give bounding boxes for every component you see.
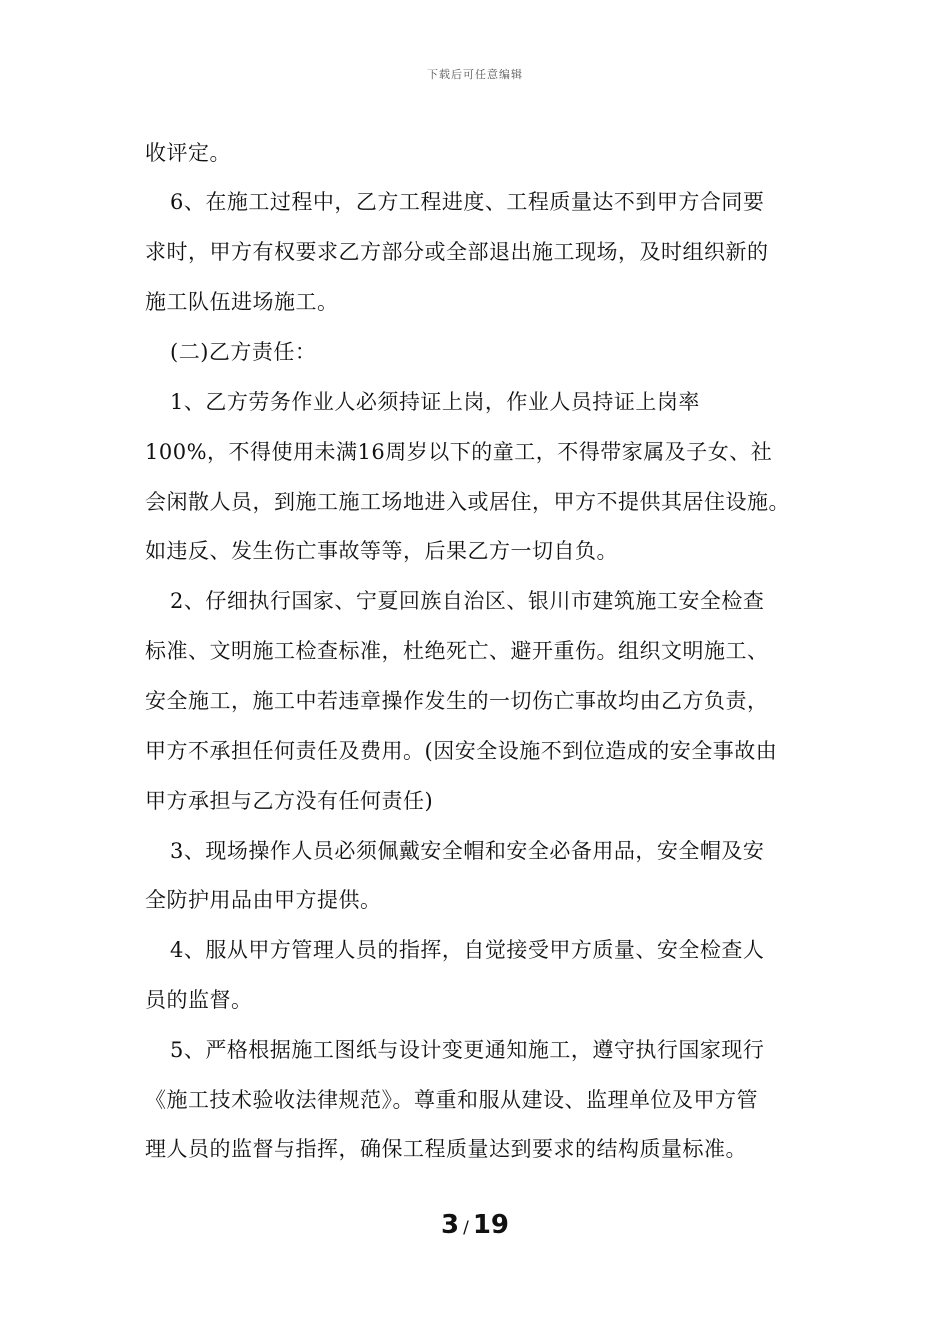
text-line: 100%，不得使用未满16周岁以下的童工，不得带家属及子女、社 (145, 440, 773, 464)
text-line: 求时，甲方有权要求乙方部分或全部退出施工现场，及时组织新的 (145, 240, 769, 264)
text-line: 安全施工，施工中若违章操作发生的一切伤亡事故均由乙方负责， (145, 689, 769, 713)
page-number (0, 1210, 950, 1240)
text-line: 如违反、发生伤亡事故等等，后果乙方一切自负。 (145, 539, 618, 563)
current-page-number: 3 (440, 1210, 460, 1240)
text-line: 施工队伍进场施工。 (145, 290, 339, 314)
total-pages: 19 (472, 1210, 509, 1240)
text-line: 全防护用品由甲方提供。 (145, 888, 382, 912)
text-line: 标准、文明施工检查标准，杜绝死亡、避开重伤。组织文明施工、 (145, 639, 769, 663)
text-line: 甲方不承担任何责任及费用。(因安全设施不到位造成的安全事故由 (145, 739, 778, 763)
text-line: 《施工技术验收法律规范》。尊重和服从建设、监理单位及甲方管 (145, 1088, 758, 1112)
paragraph-item-6: 6、在施工过程中，乙方工程进度、工程质量达不到甲方合同要 (170, 190, 765, 214)
section-heading: (二)乙方责任： (170, 340, 317, 364)
paragraph-item-2: 2、仔细执行国家、宁夏回族自治区、银川市建筑施工安全检查 (170, 589, 765, 613)
text-line: 理人员的监督与指挥，确保工程质量达到要求的结构质量标准。 (145, 1137, 747, 1161)
paragraph-item-1: 1、乙方劳务作业人必须持证上岗，作业人员持证上岗率 (170, 390, 700, 414)
page-separator: / (463, 1218, 469, 1238)
paragraph-item-4: 4、服从甲方管理人员的指挥，自觉接受甲方质量、安全检查人 (170, 938, 765, 962)
text-line: 员的监督。 (145, 988, 253, 1012)
page-header: 下载后可任意编辑 (427, 68, 523, 81)
text-line: 收评定。 (145, 141, 231, 165)
text-line: 甲方承担与乙方没有任何责任) (145, 789, 434, 813)
text-line: 会闲散人员，到施工施工场地进入或居住，甲方不提供其居住设施。 (145, 490, 790, 514)
paragraph-item-5: 5、严格根据施工图纸与设计变更通知施工，遵守执行国家现行 (170, 1038, 765, 1062)
paragraph-item-3: 3、现场操作人员必须佩戴安全帽和安全必备用品，安全帽及安 (170, 839, 765, 863)
